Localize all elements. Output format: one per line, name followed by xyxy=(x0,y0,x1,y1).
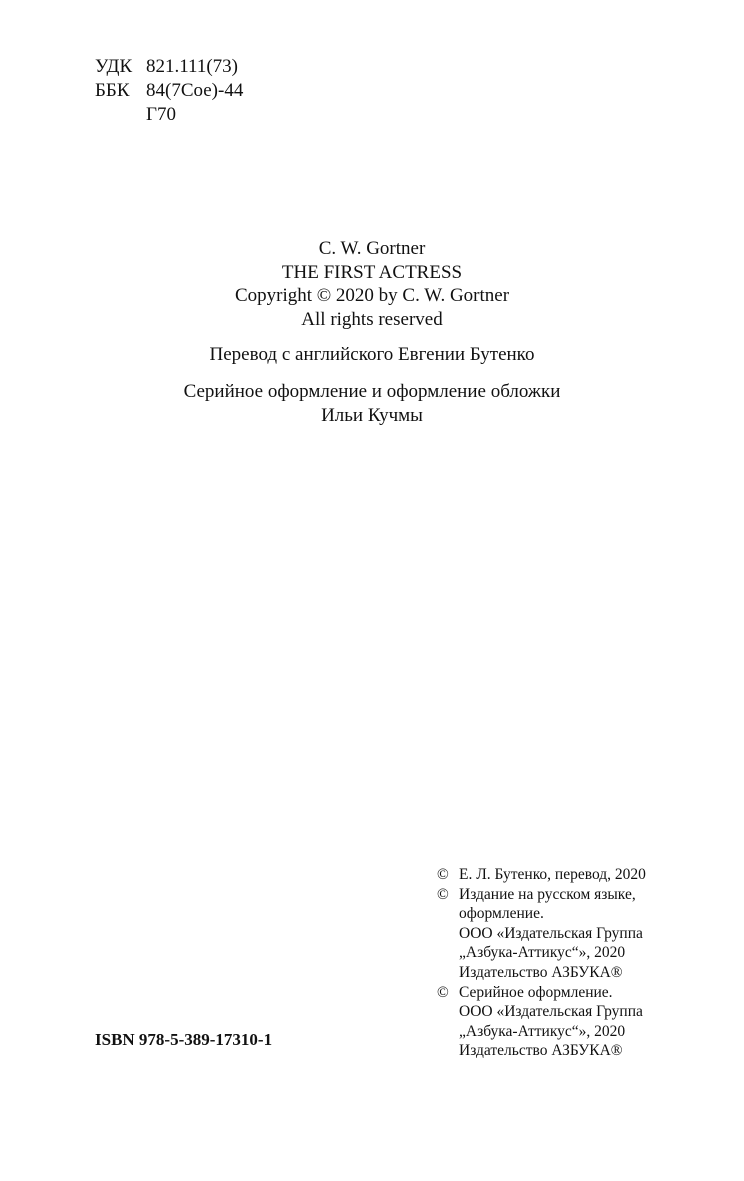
udk-row xyxy=(95,55,243,79)
translation-line: Перевод с английского Евгении Бутенко xyxy=(209,344,535,365)
bbk-row xyxy=(95,79,243,103)
notice-line: „Азбука-Аттикус“», 2020 xyxy=(459,944,626,962)
notice-line: „Азбука-Аттикус“», 2020 xyxy=(459,1022,626,1040)
bbk-label: ББК xyxy=(95,80,130,101)
author-mark: Г70 xyxy=(146,104,176,125)
original-title: THE FIRST ACTRESS xyxy=(281,261,463,283)
udk-value: 821.111(73) xyxy=(146,56,238,77)
bbk-value: 84(7Сое)-44 xyxy=(146,80,244,101)
original-rights: All rights reserved xyxy=(301,308,443,330)
design-line-1: Серийное оформление и оформление обложки xyxy=(183,381,561,402)
copyright-symbol: © xyxy=(437,866,449,883)
copyright-notices xyxy=(437,865,646,1061)
notice-line: ООО «Издательская Группа xyxy=(459,924,643,942)
notice-line: Серийное оформление. xyxy=(459,983,613,1001)
design-credit xyxy=(0,380,744,427)
isbn: ISBN 978-5-389-17310-1 xyxy=(95,1030,273,1049)
author-mark-row xyxy=(95,103,243,127)
original-copyright: Copyright © 2020 by C. W. Gortner xyxy=(234,285,510,306)
notice-line: Издание на русском языке, xyxy=(459,885,636,903)
notice-edition xyxy=(437,885,646,983)
original-author: C. W. Gortner xyxy=(318,238,426,259)
notice-line: оформление. xyxy=(459,905,544,923)
notice-line: Издательство АЗБУКА® xyxy=(459,1042,623,1060)
notice-series-design xyxy=(437,983,646,1061)
classification-block xyxy=(95,55,243,127)
translation-credit xyxy=(0,343,744,367)
design-line-2: Ильи Кучмы xyxy=(321,404,423,426)
copyright-symbol: © xyxy=(437,983,449,1001)
notice-line: ООО «Издательская Группа xyxy=(459,1003,643,1021)
udk-label: УДК xyxy=(95,56,133,77)
notice-line: Издательство АЗБУКА® xyxy=(459,963,623,981)
copyright-symbol: © xyxy=(437,885,449,903)
original-edition-block xyxy=(0,237,744,331)
notice-line: Е. Л. Бутенко, перевод, 2020 xyxy=(459,866,646,883)
notice-translation xyxy=(437,865,646,885)
